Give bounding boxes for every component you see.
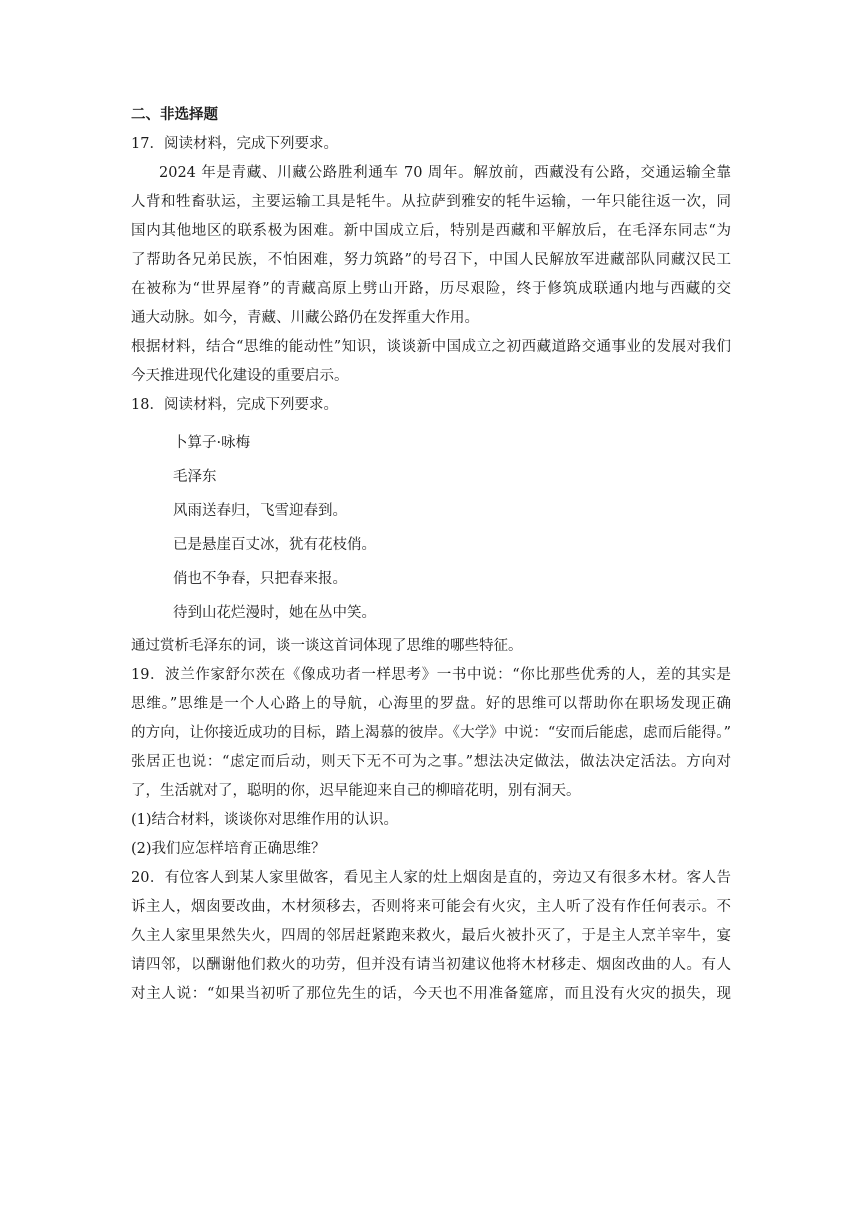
question-20 [131,864,731,1009]
q19-line: 思维。”思维是一个人心路上的导航，心海里的罗盘。好的思维可以帮助你在职场发现正确 [131,696,731,712]
q20-line: 诉主人，烟囱要改曲，木材须移去，否则将来可能会有火灾，主人听了没有作任何表示。不 [131,899,731,915]
poem-author: 毛泽东 [173,469,217,485]
q20-line: 请四邻，以酬谢他们救火的功劳，但并没有请当初建议他将木材移走、烟囱改曲的人。有人 [131,957,731,973]
question-17 [131,130,731,391]
q17-material-line: 人背和牲畜驮运，主要运输工具是牦牛。从拉萨到雅安的牦牛运输，一年只能往返一次，同 [131,194,731,210]
q17-question-line: 根据材料，结合“思维的能动性”知识，谈谈新中国成立之初西藏道路交通事业的发展对我们 [131,339,731,355]
q20-line: 20．有位客人到某人家里做客，看见主人家的灶上烟囱是直的，旁边又有很多木材。客人告 [131,870,731,886]
q19-line: 了，生活就对了，聪明的你，迟早能迎来自己的柳暗花明，别有洞天。 [131,783,581,799]
q17-material-line: 了帮助各兄弟民族，不怕困难，努力筑路”的号召下，中国人民解放军进藏部队同藏汉民工 [131,252,731,268]
q20-line: 久主人家里果然失火，四周的邻居赶紧跑来救火，最后火被扑灭了，于是主人烹羊宰牛，宴 [131,928,731,944]
q17-material-line: 2024 年是青藏、川藏公路胜利通车 70 周年。解放前，西藏没有公路，交通运输全靠 [159,165,731,181]
q17-material-line: 国内其他地区的联系极为困难。新中国成立后，特别是西藏和平解放后，在毛泽东同志“为 [131,223,731,239]
q19-line: 的方向，让你接近成功的目标，踏上渴慕的彼岸。《大学》中说：“安而后能虑，虑而后能得。” [131,725,731,741]
q19-line: 19．波兰作家舒尔茨在《像成功者一样思考》一书中说：“你比那些优秀的人，差的其实是 [131,667,731,683]
poem-line: 已是悬崖百丈冰，犹有花枝俏。 [173,537,376,553]
section-title: 二、非选择题 [131,107,218,123]
q17-question-line: 今天推进现代化建设的重要启示。 [131,368,349,384]
q18-stem: 18．阅读材料，完成下列要求。 [131,397,338,413]
q19-sub-question-2: (2)我们应怎样培育正确思维？ [131,841,326,857]
q19-sub-question-1: (1)结合材料，谈谈你对思维作用的认识。 [131,812,399,828]
question-19 [131,661,731,864]
q17-stem: 17．阅读材料，完成下列要求。 [131,136,338,152]
poem-line: 俏也不争春，只把春来报。 [173,571,347,587]
q20-line: 对主人说：“如果当初听了那位先生的话，今天也不用准备筵席，而且没有火灾的损失，现 [131,986,731,1002]
q19-line: 张居正也说：“虑定而后动，则天下无不可为之事。”想法决定做法，做法决定活法。方向对 [131,754,731,770]
document-page [131,104,731,1009]
poem-title: 卜算子·咏梅 [173,435,251,451]
question-18 [131,391,731,661]
q18-question: 通过赏析毛泽东的词，谈一谈这首词体现了思维的哪些特征。 [131,638,523,654]
q17-material-line: 通大动脉。如今，青藏、川藏公路仍在发挥重大作用。 [131,310,479,326]
poem-line: 风雨送春归，飞雪迎春到。 [173,503,347,519]
q17-material-line: 在被称为“世界屋脊”的青藏高原上劈山开路，历尽艰险，终于修筑成联通内地与西藏的交 [131,281,731,297]
poem-line: 待到山花烂漫时，她在丛中笑。 [173,605,376,621]
